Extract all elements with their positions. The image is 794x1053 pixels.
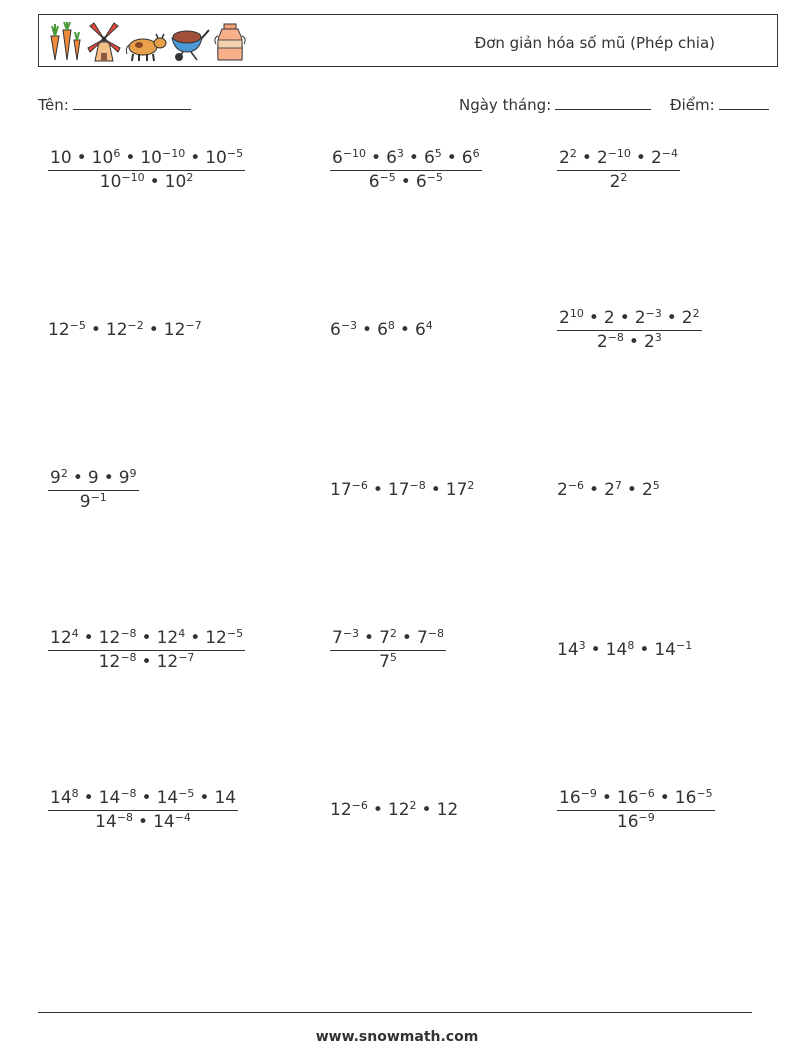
denominator [379, 651, 397, 672]
exponent: −5 [226, 627, 244, 640]
multiply-dot: • [628, 332, 639, 352]
exponent: −10 [161, 147, 186, 160]
exponent: 2 [409, 799, 417, 812]
base: 9 [79, 492, 91, 512]
multiply-dot: • [371, 148, 382, 168]
multiply-dot: • [372, 480, 383, 500]
base: 16 [616, 788, 639, 808]
base: 2 [643, 332, 655, 352]
base: 6 [415, 172, 427, 192]
multiply-dot: • [190, 148, 201, 168]
worksheet-title: Đơn giản hóa số mũ (Phép chia) [474, 34, 715, 52]
base: 9 [50, 468, 61, 488]
multiply-dot: • [590, 640, 601, 660]
fraction [48, 628, 245, 672]
exponent: 2 [467, 479, 475, 492]
multiply-dot: • [125, 148, 136, 168]
exponent: −8 [120, 627, 137, 640]
exponent: −4 [661, 147, 678, 160]
exponent: −1 [90, 491, 107, 504]
exponent: −3 [645, 307, 662, 320]
problem-7 [48, 468, 139, 512]
base: 16 [559, 788, 581, 808]
exponent: −5 [226, 147, 244, 160]
cow-icon [125, 30, 167, 62]
denominator [610, 171, 628, 192]
date-blank[interactable] [555, 95, 651, 110]
multiply-dot: • [141, 788, 152, 808]
exponent: 6 [113, 147, 121, 160]
multiply-dot: • [421, 800, 432, 820]
base: 7 [332, 628, 343, 648]
expression [557, 640, 692, 660]
multiply-dot: • [141, 652, 152, 672]
milk-jug-icon [213, 22, 247, 62]
base: 2 [609, 172, 621, 192]
base: 17 [445, 480, 468, 500]
fraction [557, 788, 715, 832]
base: 6 [423, 148, 435, 168]
base: 6 [461, 148, 473, 168]
exponent: 4 [178, 627, 186, 640]
numerator [48, 788, 238, 811]
exponent: −9 [580, 787, 597, 800]
denominator [617, 811, 655, 832]
exponent: 2 [569, 147, 577, 160]
exponent: 3 [578, 639, 586, 652]
multiply-dot: • [372, 800, 383, 820]
base: 14 [98, 788, 121, 808]
exponent: 2 [389, 627, 397, 640]
base: 2 [641, 480, 653, 500]
base: 10 [164, 172, 187, 192]
denominator [95, 811, 191, 832]
fraction [48, 788, 238, 832]
expression [330, 320, 433, 340]
exponent: −6 [567, 479, 585, 492]
problem-5 [330, 320, 433, 340]
base: 6 [414, 320, 426, 340]
denominator [100, 171, 194, 192]
numerator [330, 628, 446, 651]
base: 14 [654, 640, 676, 660]
multiply-dot: • [589, 480, 600, 500]
exponent: −9 [638, 811, 655, 824]
exponent: −8 [120, 787, 137, 800]
expression [330, 480, 474, 500]
multiply-dot: • [83, 628, 94, 648]
base: 14 [214, 788, 237, 808]
base: 12 [330, 800, 352, 820]
exponent: 4 [71, 627, 79, 640]
fraction [48, 468, 139, 512]
multiply-dot: • [103, 468, 114, 488]
exponent: −3 [342, 627, 360, 640]
exponent: −10 [121, 171, 145, 184]
exponent: 2 [692, 307, 700, 320]
base: 14 [95, 812, 117, 832]
base: 12 [205, 628, 227, 648]
wheelbarrow-icon [169, 26, 211, 62]
problem-10 [48, 628, 245, 672]
exponent: −5 [696, 787, 713, 800]
base: 12 [48, 320, 70, 340]
base: 2 [603, 308, 615, 328]
exponent: 8 [627, 639, 635, 652]
fraction [557, 308, 702, 352]
base: 2 [596, 332, 608, 352]
problem-9 [557, 480, 660, 500]
multiply-dot: • [148, 320, 159, 340]
base: 17 [387, 480, 410, 500]
base: 12 [436, 800, 459, 820]
multiply-dot: • [400, 172, 411, 192]
score-field[interactable] [670, 95, 769, 114]
numerator [557, 148, 680, 171]
fraction [330, 148, 482, 192]
base: 12 [156, 652, 179, 672]
exponent: 2 [186, 171, 194, 184]
exponent: −7 [178, 651, 195, 664]
multiply-dot: • [666, 308, 677, 328]
multiply-dot: • [619, 308, 630, 328]
exponent: −6 [351, 799, 368, 812]
multiply-dot: • [588, 308, 599, 328]
fraction [48, 148, 245, 192]
base: 14 [557, 640, 579, 660]
base: 7 [379, 652, 390, 672]
exponent: −6 [638, 787, 655, 800]
problem-4 [48, 320, 202, 340]
multiply-dot: • [190, 628, 201, 648]
footer-website: www.snowmath.com [315, 1029, 479, 1045]
multiply-dot: • [659, 788, 670, 808]
exponent: −5 [69, 319, 86, 332]
worksheet-header [38, 14, 778, 67]
denominator [369, 171, 443, 192]
exponent: −2 [127, 319, 144, 332]
numerator [557, 788, 715, 811]
multiply-dot: • [635, 148, 646, 168]
multiply-dot: • [364, 628, 375, 648]
base: 2 [681, 308, 693, 328]
multiply-dot: • [401, 628, 412, 648]
exponent: −8 [607, 331, 624, 344]
exponent: 7 [614, 479, 622, 492]
base: 7 [416, 628, 428, 648]
base: 2 [604, 480, 615, 500]
exponent: −5 [178, 787, 195, 800]
score-label: Điểm: [670, 96, 715, 114]
multiply-dot: • [90, 320, 101, 340]
multiply-dot: • [581, 148, 592, 168]
problem-12 [557, 640, 692, 660]
problem-6 [557, 308, 702, 352]
base: 14 [50, 788, 72, 808]
base: 6 [332, 148, 343, 168]
exponent: 6 [472, 147, 480, 160]
denominator [99, 651, 195, 672]
numerator [557, 308, 702, 331]
problem-8 [330, 480, 474, 500]
base: 2 [559, 308, 570, 328]
base: 14 [605, 640, 628, 660]
base: 9 [118, 468, 130, 488]
numerator [48, 148, 245, 171]
exponent: 5 [434, 147, 442, 160]
base: 7 [379, 628, 390, 648]
exponent: −1 [675, 639, 693, 652]
exponent: −7 [185, 319, 202, 332]
base: 2 [634, 308, 646, 328]
base: 12 [163, 320, 186, 340]
base: 6 [330, 320, 341, 340]
multiply-dot: • [83, 788, 94, 808]
exponent: −8 [409, 479, 426, 492]
multiply-dot: • [601, 788, 612, 808]
problem-2 [330, 148, 482, 192]
name-label: Tên: [38, 96, 69, 114]
exponent: −8 [120, 651, 137, 664]
exponent: −3 [340, 319, 358, 332]
base: 10 [205, 148, 227, 168]
name-blank[interactable] [73, 95, 191, 110]
base: 10 [50, 148, 72, 168]
problem-3 [557, 148, 680, 192]
base: 10 [140, 148, 162, 168]
base: 2 [559, 148, 570, 168]
footer-divider [38, 1012, 752, 1013]
base: 12 [156, 628, 179, 648]
exponent: 3 [396, 147, 404, 160]
exponent: 4 [425, 319, 433, 332]
base: 17 [330, 480, 352, 500]
multiply-dot: • [626, 480, 637, 500]
exponent: 5 [389, 651, 397, 664]
problem-14 [330, 800, 458, 820]
base: 6 [386, 148, 397, 168]
base: 12 [98, 628, 121, 648]
numerator [330, 148, 482, 171]
multiply-dot: • [199, 788, 210, 808]
exponent: −8 [427, 627, 444, 640]
multiply-dot: • [149, 172, 160, 192]
multiply-dot: • [138, 812, 149, 832]
exponent: −8 [116, 811, 134, 824]
base: 2 [650, 148, 662, 168]
problem-13 [48, 788, 238, 832]
base: 2 [557, 480, 568, 500]
base: 6 [377, 320, 388, 340]
exponent: 10 [569, 307, 584, 320]
multiply-dot: • [399, 320, 410, 340]
windmill-icon [85, 20, 123, 62]
expression [557, 480, 660, 500]
base: 10 [99, 172, 122, 192]
exponent: −10 [342, 147, 367, 160]
exponent: 5 [652, 479, 660, 492]
problem-1 [48, 148, 245, 192]
problem-11 [330, 628, 446, 672]
multiply-dot: • [430, 480, 441, 500]
denominator [597, 331, 662, 352]
multiply-dot: • [446, 148, 457, 168]
numerator [48, 628, 245, 651]
base: 16 [674, 788, 697, 808]
fraction [557, 148, 680, 192]
date-label: Ngày tháng: [459, 96, 552, 114]
name-field[interactable] [38, 95, 191, 114]
base: 12 [50, 628, 72, 648]
base: 9 [87, 468, 99, 488]
date-field[interactable] [459, 95, 651, 114]
exponent: −5 [379, 171, 396, 184]
numerator [48, 468, 139, 491]
base: 10 [91, 148, 114, 168]
problem-15 [557, 788, 715, 832]
multiply-dot: • [76, 148, 87, 168]
exponent: −4 [174, 811, 191, 824]
base: 12 [387, 800, 410, 820]
base: 14 [153, 812, 175, 832]
exponent: −10 [607, 147, 631, 160]
exponent: 8 [71, 787, 79, 800]
exponent: 8 [387, 319, 395, 332]
fraction [330, 628, 446, 672]
exponent: 9 [129, 467, 137, 480]
multiply-dot: • [362, 320, 373, 340]
expression [48, 320, 202, 340]
exponent: 2 [620, 171, 628, 184]
expression [330, 800, 458, 820]
base: 14 [156, 788, 179, 808]
multiply-dot: • [141, 628, 152, 648]
carrots-icon [45, 22, 83, 62]
multiply-dot: • [408, 148, 419, 168]
base: 12 [105, 320, 128, 340]
multiply-dot: • [72, 468, 83, 488]
exponent: 2 [60, 467, 68, 480]
multiply-dot: • [639, 640, 650, 660]
exponent: −6 [351, 479, 368, 492]
score-blank[interactable] [719, 95, 769, 110]
exponent: −5 [426, 171, 443, 184]
header-icons [45, 20, 247, 62]
exponent: 3 [654, 331, 662, 344]
base: 6 [368, 172, 380, 192]
denominator [80, 491, 107, 512]
base: 16 [616, 812, 639, 832]
base: 12 [98, 652, 121, 672]
base: 2 [596, 148, 608, 168]
